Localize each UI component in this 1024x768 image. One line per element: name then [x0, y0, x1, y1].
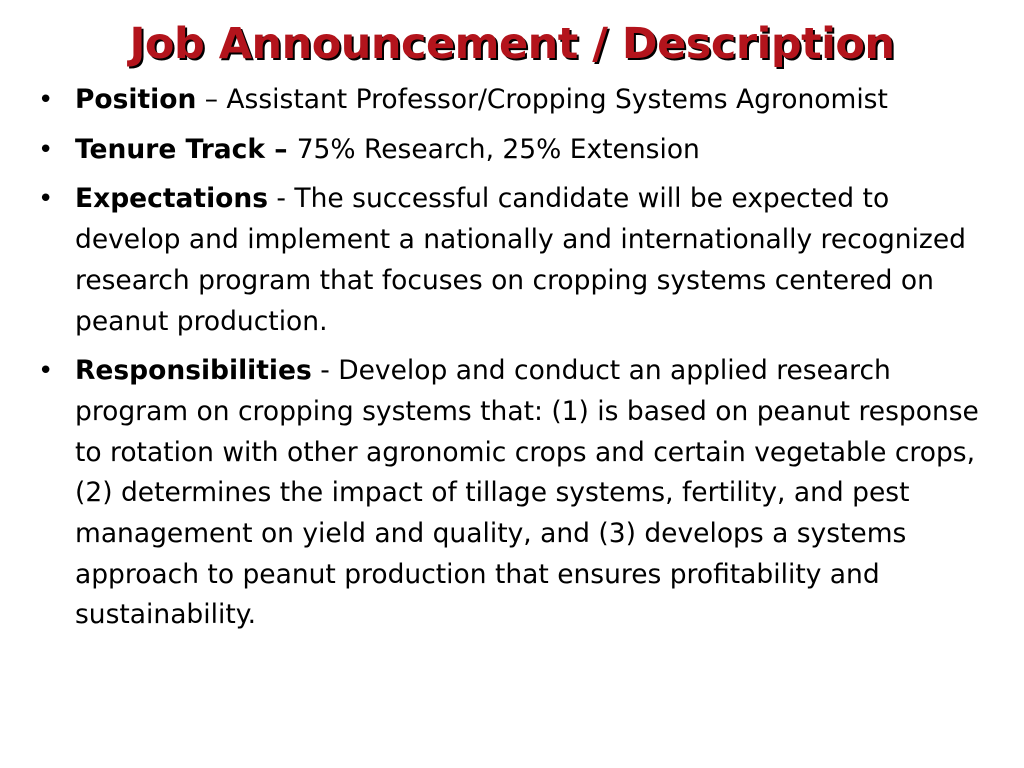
bullet-text: 75% Research, 25% Extension: [296, 133, 700, 165]
bullet-separator: –: [196, 84, 227, 115]
bullet-tenure-track: [34, 130, 994, 171]
bullet-term: Position: [75, 84, 197, 115]
bullet-separator: –: [264, 133, 297, 165]
bullet-dot-icon: •: [38, 134, 54, 165]
bullet-list: [34, 80, 994, 645]
bullet-text: The successful candidate will be expected to develop and implement a nationally and internationally recognized research program that focuses on cropping systems centered on peanut production.: [75, 183, 966, 337]
bullet-dot-icon: •: [38, 356, 54, 387]
bullet-separator: -: [311, 355, 339, 387]
bullet-term: Tenure Track: [75, 133, 265, 165]
bullet-responsibilities: [34, 351, 994, 636]
slide-title: Job Announcement / Description: [129, 19, 895, 69]
bullet-text: Develop and conduct an applied research program on cropping systems that: (1) is based on peanut response to rotation with other agronomic crops and certain vegetable crops, (2) determines the impact of tillage systems, fertility, and pest management on yield and quality, and (3) develops a systems approach to peanut production that ensures profitability and sustainability.: [75, 355, 979, 631]
bullet-term: Responsibilities: [75, 355, 312, 387]
bullet-position: [34, 80, 994, 121]
bullet-dot-icon: •: [38, 184, 54, 215]
bullet-expectations: [34, 179, 994, 342]
bullet-text: Assistant Professor/Cropping Systems Agronomist: [226, 84, 888, 115]
bullet-separator: -: [268, 183, 295, 215]
bullet-term: Expectations: [75, 183, 268, 215]
bullet-dot-icon: •: [38, 85, 54, 115]
